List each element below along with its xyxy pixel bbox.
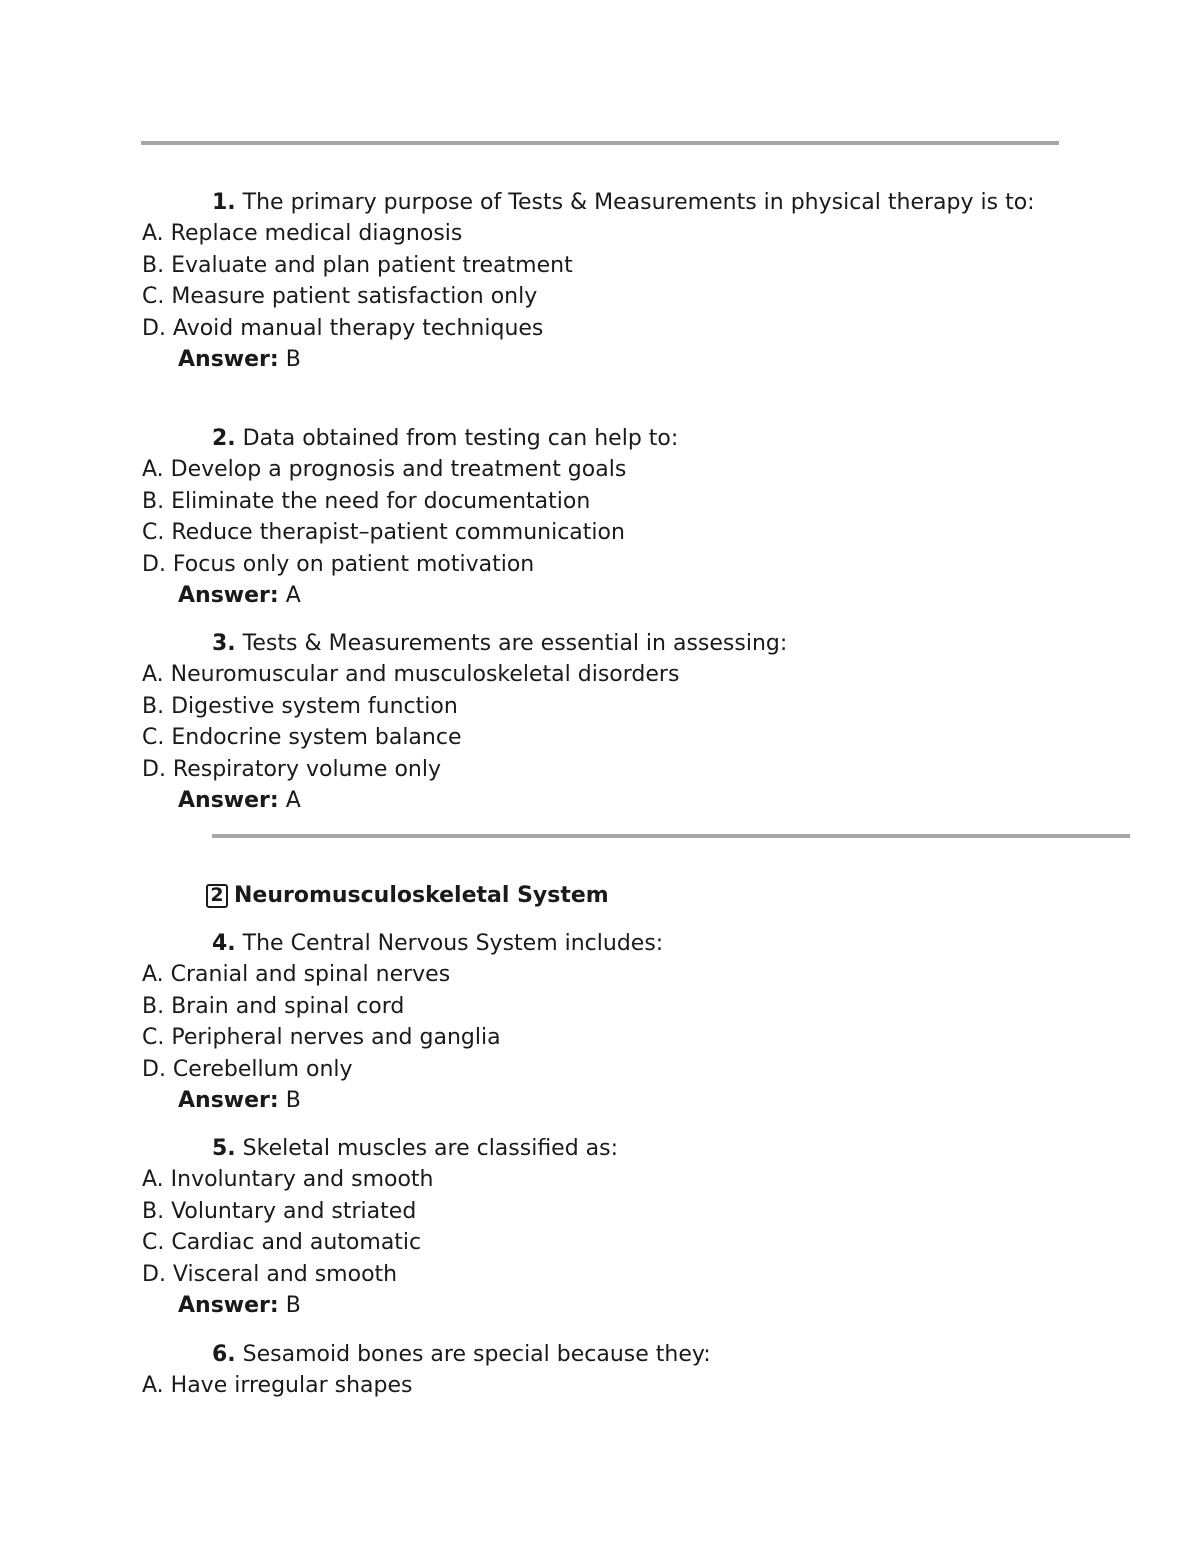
option-a: A. Neuromuscular and musculoskeletal disorders	[142, 662, 680, 687]
option-d: D. Respiratory volume only	[142, 756, 441, 782]
answer-label: Answer:	[178, 1088, 279, 1113]
option-a: A. Cranial and spinal nerves	[142, 962, 451, 987]
answer-label: Answer:	[178, 1293, 279, 1318]
answer-value: B	[285, 1293, 301, 1318]
question-6	[142, 1339, 1142, 1402]
question-5	[142, 1133, 1142, 1321]
question-4	[142, 928, 1142, 1116]
option-b: B. Evaluate and plan patient treatment	[142, 252, 573, 278]
answer-label: Answer:	[178, 583, 279, 608]
answer-line	[142, 1290, 1142, 1321]
option-b: B. Digestive system function	[142, 693, 458, 719]
answer-value: A	[285, 583, 301, 608]
question-stem: Tests & Measurements are essential in assessing:	[242, 631, 788, 656]
question-number: 6.	[212, 1342, 236, 1367]
question-stem: The primary purpose of Tests & Measurements in physical therapy is to:	[242, 190, 1035, 215]
option-c: C. Measure patient satisfaction only	[142, 284, 538, 309]
question-number: 3.	[212, 631, 236, 656]
option-c: C. Reduce therapist–patient communication	[142, 520, 625, 545]
question-stem: Sesamoid bones are special because they:	[242, 1342, 711, 1367]
question-2	[142, 423, 1142, 611]
option-d: D. Avoid manual therapy techniques	[142, 315, 544, 341]
option-a: A. Have irregular shapes	[142, 1373, 413, 1398]
question-number: 5.	[212, 1136, 236, 1161]
answer-label: Answer:	[178, 788, 279, 813]
option-c: C. Cardiac and automatic	[142, 1230, 422, 1255]
section-divider	[212, 834, 1130, 838]
question-stem: Data obtained from testing can help to:	[242, 426, 679, 451]
answer-value: B	[285, 347, 301, 372]
question-stem: The Central Nervous System includes:	[242, 931, 664, 956]
question-stem: Skeletal muscles are classified as:	[242, 1136, 619, 1161]
keycap-number-icon: 2	[206, 884, 228, 908]
option-d: D. Visceral and smooth	[142, 1261, 398, 1287]
top-divider	[141, 141, 1059, 145]
option-a: A. Involuntary and smooth	[142, 1167, 434, 1192]
option-b: B. Voluntary and striated	[142, 1198, 417, 1224]
answer-line	[142, 1085, 1142, 1116]
option-a: A. Develop a prognosis and treatment goals	[142, 457, 627, 482]
answer-line	[142, 344, 1142, 375]
answer-line	[142, 580, 1142, 611]
answer-label: Answer:	[178, 347, 279, 372]
option-d: D. Focus only on patient motivation	[142, 551, 535, 577]
answer-line	[142, 785, 1142, 816]
question-number: 1.	[212, 190, 236, 215]
option-a: A. Replace medical diagnosis	[142, 221, 463, 246]
option-b: B. Brain and spinal cord	[142, 993, 405, 1019]
question-number: 2.	[212, 426, 236, 451]
option-c: C. Peripheral nerves and ganglia	[142, 1025, 501, 1050]
option-d: D. Cerebellum only	[142, 1056, 353, 1082]
answer-value: A	[285, 788, 301, 813]
option-b: B. Eliminate the need for documentation	[142, 488, 591, 514]
question-3	[142, 628, 1142, 816]
question-1	[142, 187, 1142, 375]
section-heading	[206, 880, 609, 911]
question-number: 4.	[212, 931, 236, 956]
option-c: C. Endocrine system balance	[142, 725, 462, 750]
section-title: Neuromusculoskeletal System	[234, 883, 609, 908]
answer-value: B	[285, 1088, 301, 1113]
